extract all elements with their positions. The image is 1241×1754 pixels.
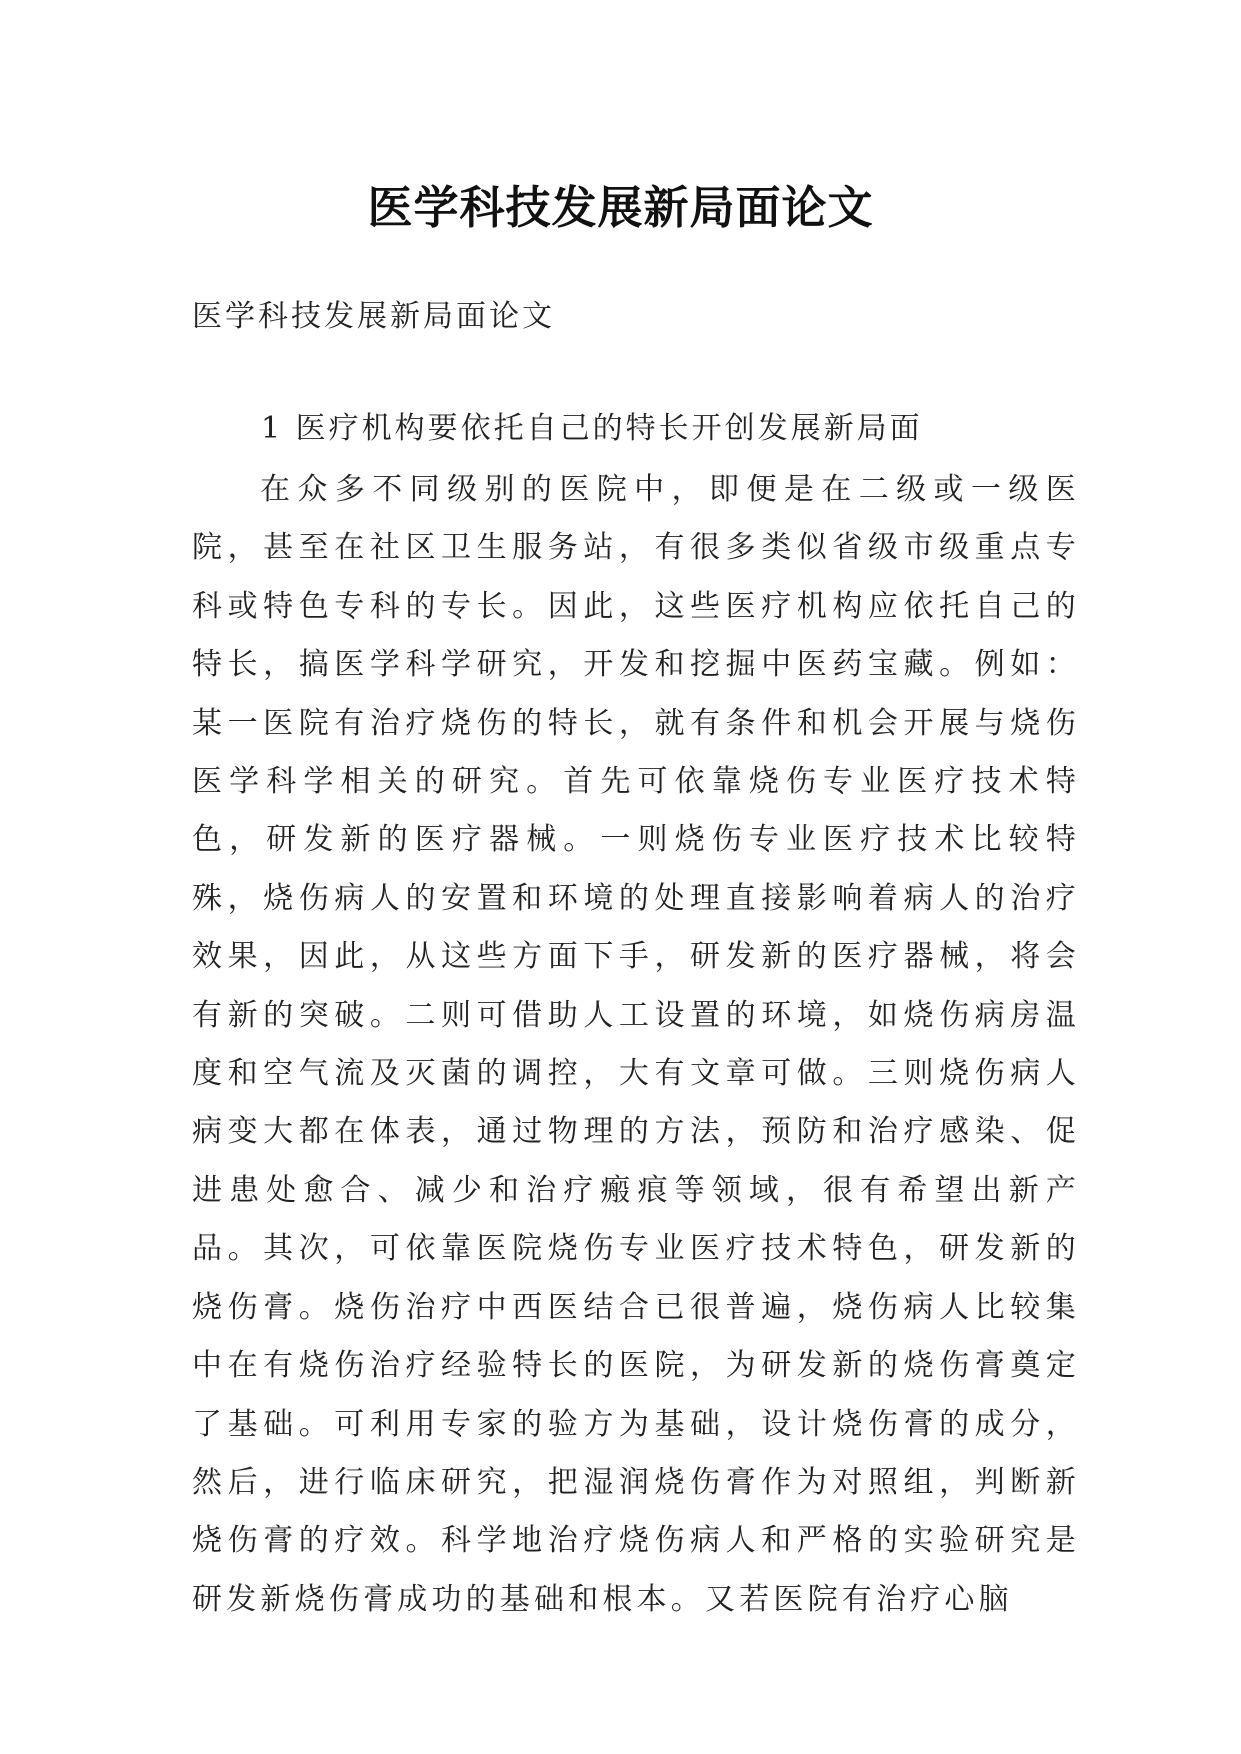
body-paragraph: 在众多不同级别的医院中，即便是在二级或一级医院，甚至在社区卫生服务站，有很多类似省级市级重点专科或特色专科的专长。因此，这些医疗机构应依托自己的特长，搞医学科学研究，开发和挖掘中医药宝藏。例如：某一医院有治疗烧伤的特长，就有条件和机会开展与烧伤医学科学相关的研究。首先可依靠烧伤专业医疗技术特色，研发新的医疗器械。一则烧伤专业医疗技术比较特殊，烧伤病人的安置和环境的处理直接影响着病人的治疗效果，因此，从这些方面下手，研发新的医疗器械，将会有新的突破。二则可借助人工设置的环境，如烧伤病房温度和空气流及灭菌的调控，大有文章可做。三则烧伤病人病变大都在体表，通过物理的方法，预防和治疗感染、促进患处愈合、减少和治疗瘢痕等领域，很有希望出新产品。其次，可依靠医院烧伤专业医疗技术特色，研发新的烧伤膏。烧伤治疗中西医结合已很普遍，烧伤病人比较集中在有烧伤治疗经验特长的医院，为研发新的烧伤膏奠定了基础。可利用专家的验方为基础，设计烧伤膏的成分，然后，进行临床研究，把湿润烧伤膏作为对照组，判断新烧伤膏的疗效。科学地治疗烧伤病人和严格的实验研究是研发新烧伤膏成功的基础和根本。又若医院有治疗心脑 [192,472,1080,1617]
document-title: 医学科技发展新局面论文 [367,181,874,235]
section-heading: 1 医疗机构要依托自己的特长开创发展新局面 [261,411,923,446]
document-subtitle: 医学科技发展新局面论文 [192,299,555,334]
